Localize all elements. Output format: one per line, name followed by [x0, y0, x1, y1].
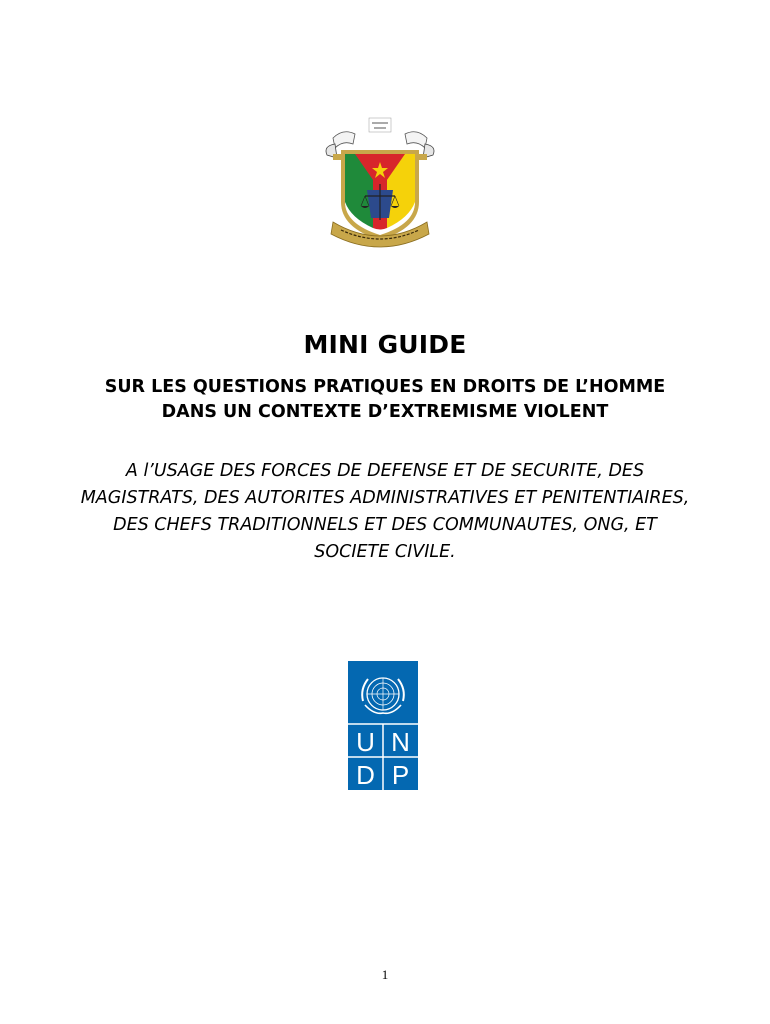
undp-logo	[348, 661, 418, 790]
document-subtitle: SUR LES QUESTIONS PRATIQUES EN DROITS DE L’HOMME DANS UN CONTEXTE D’EXTREMISME VIOLENT	[104, 377, 666, 422]
undp-letter-n: N	[391, 727, 410, 757]
document-audience: A l’USAGE DES FORCES DE DEFENSE ET DE SECURITE, DES MAGISTRATS, DES AUTORITES ADMINISTRATIVES ET PENITENTIAIRES, DES CHEFS TRADITIONNELS ET DES COMMUNAUTES, ONG, ET SOCIETE CIVILE.	[80, 461, 690, 562]
coat-of-arms	[315, 110, 445, 250]
undp-letter-u: U	[356, 727, 375, 757]
undp-letter-p: P	[391, 760, 410, 790]
page-number: 1	[381, 967, 389, 982]
document-title: MINI GUIDE	[303, 330, 467, 359]
undp-letter-d: D	[356, 760, 375, 790]
